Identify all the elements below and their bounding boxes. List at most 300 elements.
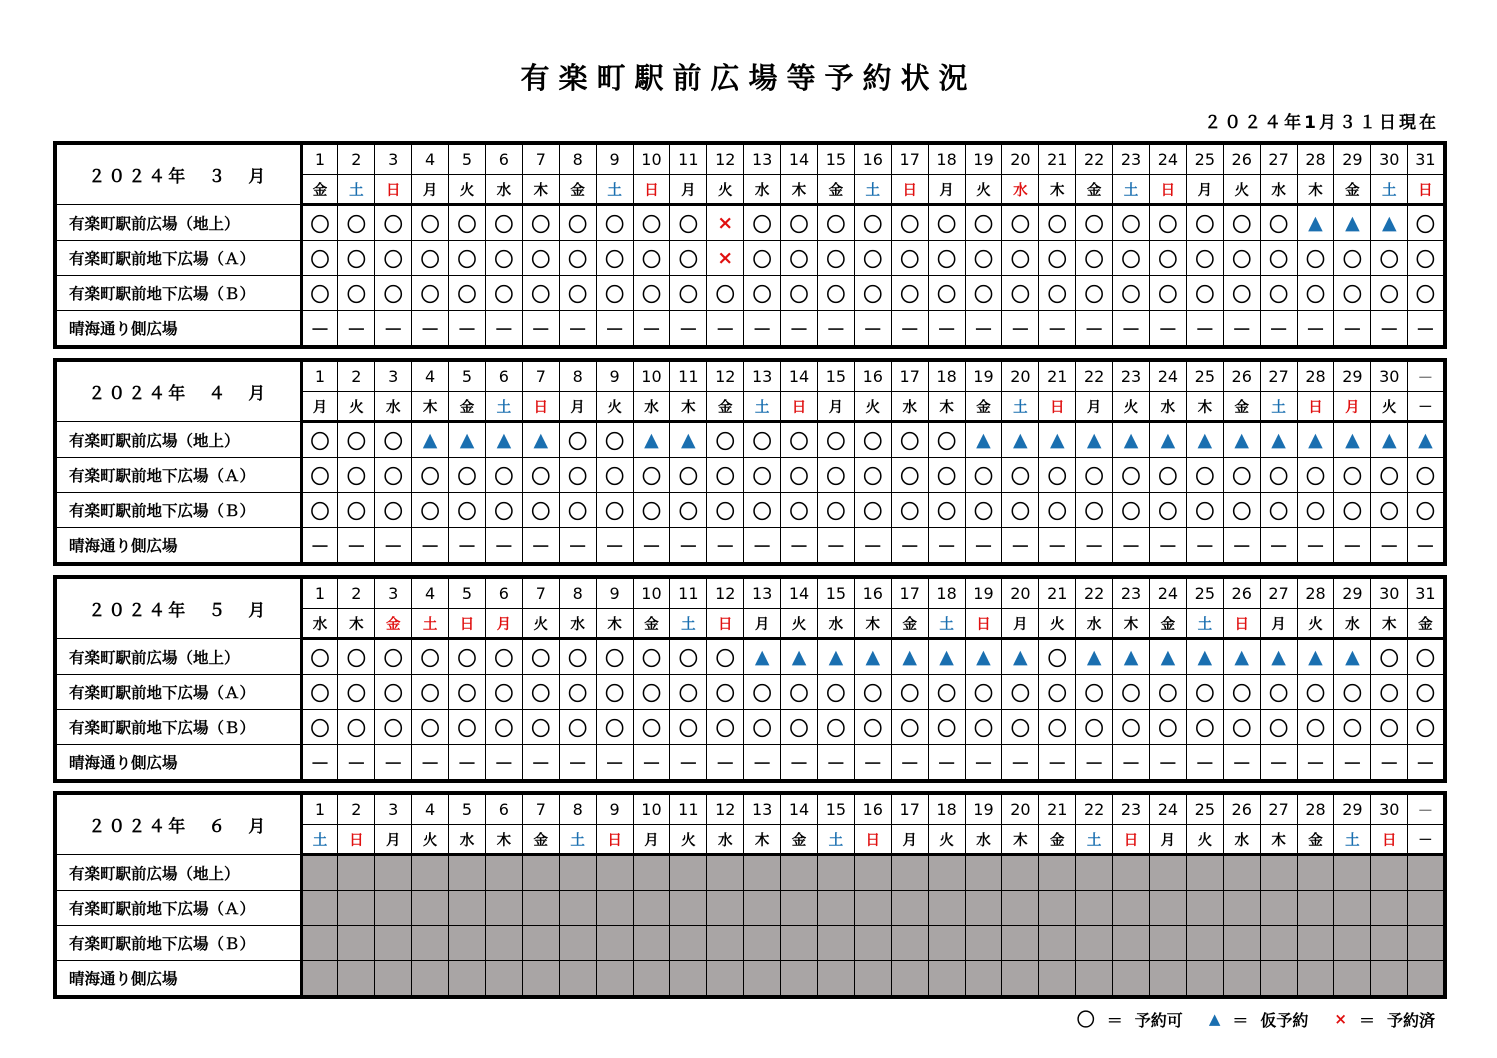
day-number: 4 (412, 793, 449, 825)
weekday: 水 (449, 825, 486, 855)
status-none: － (1260, 311, 1297, 348)
status-available: 〇 (449, 276, 486, 311)
day-number: 24 (1149, 143, 1186, 175)
status-cell-unavailable (707, 891, 744, 926)
status-available: 〇 (522, 205, 559, 241)
status-available: 〇 (1297, 493, 1334, 528)
status-available: 〇 (633, 458, 670, 493)
status-available: 〇 (1039, 241, 1076, 276)
day-number: 22 (1076, 793, 1113, 825)
status-cell-unavailable (301, 926, 338, 961)
status-available: 〇 (1076, 675, 1113, 710)
weekday: 金 (891, 609, 928, 639)
weekday: 日 (338, 825, 375, 855)
weekday: 土 (817, 825, 854, 855)
status-cell-unavailable (522, 855, 559, 891)
status-available: 〇 (891, 422, 928, 458)
status-available: 〇 (1371, 639, 1408, 675)
status-cell-unavailable (670, 926, 707, 961)
status-cell-unavailable (596, 855, 633, 891)
legend-text: 予約済 (1386, 1010, 1435, 1030)
status-provisional: ▲ (1371, 205, 1408, 241)
status-none: － (596, 311, 633, 348)
status-cell-unavailable (744, 961, 781, 998)
status-available: 〇 (1039, 675, 1076, 710)
status-none: － (412, 528, 449, 565)
day-number: 29 (1334, 793, 1371, 825)
status-available: 〇 (1223, 241, 1260, 276)
day-number: 20 (1002, 143, 1039, 175)
status-available: 〇 (707, 639, 744, 675)
weekday: 木 (854, 609, 891, 639)
status-provisional: ▲ (781, 639, 818, 675)
day-number: 11 (670, 360, 707, 392)
status-available: 〇 (449, 493, 486, 528)
day-number: 19 (965, 143, 1002, 175)
status-available: 〇 (449, 639, 486, 675)
status-available: 〇 (891, 241, 928, 276)
status-available: 〇 (1039, 276, 1076, 311)
status-cell-unavailable (1039, 855, 1076, 891)
status-available: 〇 (485, 710, 522, 745)
status-none: － (596, 745, 633, 782)
status-none: － (375, 311, 412, 348)
day-number: 10 (633, 793, 670, 825)
status-cell-unavailable (1113, 926, 1150, 961)
month-table (53, 358, 1447, 566)
status-provisional: ▲ (1223, 422, 1260, 458)
day-number: 21 (1039, 143, 1076, 175)
status-available: 〇 (928, 422, 965, 458)
weekday: 月 (1002, 609, 1039, 639)
status-cell-unavailable (338, 891, 375, 926)
weekday: 火 (1371, 392, 1408, 422)
status-available: 〇 (1076, 205, 1113, 241)
day-number: 13 (744, 360, 781, 392)
status-available: 〇 (412, 276, 449, 311)
status-provisional: ▲ (1334, 205, 1371, 241)
status-cell-unavailable (670, 961, 707, 998)
place-label: 有楽町駅前地下広場（Ａ） (55, 675, 301, 710)
status-none: － (1002, 745, 1039, 782)
weekday: 火 (1223, 175, 1260, 205)
legend-provisional (1209, 1008, 1309, 1031)
weekday: 土 (338, 175, 375, 205)
status-available: 〇 (1334, 241, 1371, 276)
status-available: 〇 (522, 276, 559, 311)
weekday: 月 (412, 175, 449, 205)
day-number: 13 (744, 143, 781, 175)
weekday: － (1408, 392, 1445, 422)
status-available: 〇 (1186, 710, 1223, 745)
status-available: 〇 (301, 241, 338, 276)
weekday: 金 (1149, 609, 1186, 639)
status-none: － (707, 745, 744, 782)
day-number: 9 (596, 360, 633, 392)
status-available: 〇 (744, 458, 781, 493)
weekday: 月 (1260, 609, 1297, 639)
status-none: － (744, 745, 781, 782)
status-available: 〇 (596, 639, 633, 675)
status-available: 〇 (301, 276, 338, 311)
weekday: 日 (1408, 175, 1445, 205)
status-cell-unavailable (1260, 891, 1297, 926)
status-none: － (1149, 745, 1186, 782)
status-cell-unavailable (1408, 961, 1445, 998)
month-label: ２０２４年 ３ 月 (55, 143, 301, 205)
status-available: 〇 (891, 710, 928, 745)
status-available: 〇 (744, 493, 781, 528)
status-none: － (633, 745, 670, 782)
day-number: 29 (1334, 577, 1371, 609)
status-available: 〇 (1113, 205, 1150, 241)
status-cell-unavailable (1223, 891, 1260, 926)
day-number: 22 (1076, 360, 1113, 392)
status-provisional: ▲ (1223, 639, 1260, 675)
status-cell-unavailable (412, 855, 449, 891)
place-label: 有楽町駅前地下広場（Ｂ） (55, 493, 301, 528)
status-available: 〇 (596, 241, 633, 276)
day-number: 23 (1113, 143, 1150, 175)
weekday: 日 (1223, 609, 1260, 639)
status-available: 〇 (854, 710, 891, 745)
status-none: － (1371, 745, 1408, 782)
status-cell-unavailable (375, 926, 412, 961)
status-none: － (1186, 528, 1223, 565)
day-number: 7 (522, 577, 559, 609)
weekday: 月 (928, 175, 965, 205)
weekday: 金 (522, 825, 559, 855)
status-available: 〇 (1149, 241, 1186, 276)
status-available: 〇 (485, 675, 522, 710)
status-available: 〇 (522, 458, 559, 493)
status-available: 〇 (1408, 675, 1445, 710)
day-number: 2 (338, 143, 375, 175)
status-available: 〇 (1186, 675, 1223, 710)
weekday: 日 (1039, 392, 1076, 422)
weekday: 月 (817, 392, 854, 422)
status-cell-unavailable (744, 855, 781, 891)
status-available: 〇 (375, 675, 412, 710)
weekday: 水 (1149, 392, 1186, 422)
status-available: 〇 (1260, 675, 1297, 710)
status-available: 〇 (559, 675, 596, 710)
status-cell-unavailable (817, 855, 854, 891)
weekday: 日 (1371, 825, 1408, 855)
status-cell-unavailable (559, 855, 596, 891)
status-cell-unavailable (301, 855, 338, 891)
status-none: － (301, 528, 338, 565)
status-none: － (744, 528, 781, 565)
status-available: 〇 (744, 276, 781, 311)
status-none: － (1223, 528, 1260, 565)
status-none: － (485, 528, 522, 565)
status-none: － (781, 745, 818, 782)
status-none: － (1002, 528, 1039, 565)
status-available: 〇 (1371, 458, 1408, 493)
status-cell-unavailable (375, 891, 412, 926)
status-available: 〇 (633, 276, 670, 311)
circle-icon: 〇 (1076, 1010, 1095, 1031)
day-number: 18 (928, 143, 965, 175)
status-cell-unavailable (1039, 891, 1076, 926)
status-cell-unavailable (1297, 961, 1334, 998)
status-available: 〇 (1076, 241, 1113, 276)
status-none: － (891, 311, 928, 348)
status-none: － (412, 745, 449, 782)
weekday: 火 (965, 175, 1002, 205)
weekday: 火 (707, 175, 744, 205)
day-number: 1 (301, 577, 338, 609)
weekday: 水 (817, 609, 854, 639)
weekday: 土 (485, 392, 522, 422)
day-number: 6 (485, 360, 522, 392)
weekday: 金 (1039, 825, 1076, 855)
day-number: 23 (1113, 360, 1150, 392)
status-available: 〇 (559, 205, 596, 241)
weekday: 水 (1223, 825, 1260, 855)
weekday: 金 (1076, 175, 1113, 205)
status-cell-unavailable (707, 926, 744, 961)
status-available: 〇 (338, 639, 375, 675)
day-number: 25 (1186, 793, 1223, 825)
status-cell-unavailable (633, 855, 670, 891)
status-none: － (1039, 528, 1076, 565)
status-cell-unavailable (1002, 891, 1039, 926)
status-cell-unavailable (1297, 926, 1334, 961)
status-available: 〇 (781, 458, 818, 493)
status-available: 〇 (1408, 639, 1445, 675)
weekday: 水 (707, 825, 744, 855)
status-available: 〇 (1371, 241, 1408, 276)
status-none: － (1334, 311, 1371, 348)
status-available: 〇 (707, 493, 744, 528)
status-cell-unavailable (412, 961, 449, 998)
day-number: 14 (781, 793, 818, 825)
day-number: － (1408, 793, 1445, 825)
status-cell-unavailable (1408, 891, 1445, 926)
status-available: 〇 (707, 710, 744, 745)
weekday: 日 (781, 392, 818, 422)
status-cell-unavailable (1002, 926, 1039, 961)
status-available: 〇 (817, 493, 854, 528)
day-number: 28 (1297, 143, 1334, 175)
status-cell-unavailable (781, 926, 818, 961)
day-number: 18 (928, 577, 965, 609)
status-available: 〇 (633, 205, 670, 241)
place-label: 晴海通り側広場 (55, 528, 301, 565)
day-number: 27 (1260, 143, 1297, 175)
status-none: － (670, 528, 707, 565)
status-cell-unavailable (1334, 926, 1371, 961)
status-available: 〇 (1297, 241, 1334, 276)
status-available: 〇 (928, 205, 965, 241)
weekday: 金 (965, 392, 1002, 422)
status-none: － (1076, 745, 1113, 782)
status-available: 〇 (965, 241, 1002, 276)
status-available: 〇 (633, 639, 670, 675)
weekday: － (1408, 825, 1445, 855)
status-cell-unavailable (891, 855, 928, 891)
weekday: 日 (449, 609, 486, 639)
day-number: 2 (338, 577, 375, 609)
weekday: 木 (1186, 392, 1223, 422)
weekday: 金 (375, 609, 412, 639)
status-available: 〇 (1186, 276, 1223, 311)
status-cell-unavailable (1223, 855, 1260, 891)
status-none: － (744, 311, 781, 348)
weekday: 木 (522, 175, 559, 205)
day-number: 7 (522, 360, 559, 392)
status-available: 〇 (965, 493, 1002, 528)
day-number: 16 (854, 577, 891, 609)
status-available: 〇 (965, 276, 1002, 311)
status-available: 〇 (1149, 276, 1186, 311)
status-available: 〇 (781, 205, 818, 241)
status-available: 〇 (928, 675, 965, 710)
status-available: 〇 (633, 710, 670, 745)
day-number: 13 (744, 577, 781, 609)
status-none: － (854, 311, 891, 348)
status-cell-unavailable (928, 855, 965, 891)
status-cell-unavailable (1149, 926, 1186, 961)
weekday: 金 (707, 392, 744, 422)
status-available: 〇 (781, 493, 818, 528)
month-table (53, 575, 1447, 783)
day-number: 9 (596, 793, 633, 825)
status-none: － (485, 745, 522, 782)
weekday: 月 (744, 609, 781, 639)
weekday: 水 (1334, 609, 1371, 639)
status-cell-unavailable (633, 891, 670, 926)
status-available: 〇 (1260, 458, 1297, 493)
status-none: － (781, 311, 818, 348)
status-cell-unavailable (744, 891, 781, 926)
day-number: 16 (854, 360, 891, 392)
status-provisional: ▲ (1002, 639, 1039, 675)
place-label: 有楽町駅前地下広場（Ａ） (55, 458, 301, 493)
status-none: － (375, 528, 412, 565)
day-number: 6 (485, 793, 522, 825)
weekday: 土 (1260, 392, 1297, 422)
status-available: 〇 (817, 710, 854, 745)
day-number: 1 (301, 793, 338, 825)
status-available: 〇 (891, 675, 928, 710)
status-available: 〇 (1408, 458, 1445, 493)
status-cell-unavailable (854, 961, 891, 998)
status-none: － (817, 528, 854, 565)
day-number: 5 (449, 360, 486, 392)
status-cell-unavailable (817, 891, 854, 926)
weekday: 日 (1149, 175, 1186, 205)
status-cell-unavailable (559, 961, 596, 998)
status-cell-unavailable (1297, 891, 1334, 926)
status-cell-unavailable (854, 891, 891, 926)
weekday: 金 (301, 175, 338, 205)
status-none: － (1297, 745, 1334, 782)
status-cell-unavailable (1076, 891, 1113, 926)
day-number: 28 (1297, 793, 1334, 825)
status-cell-unavailable (338, 961, 375, 998)
status-available: 〇 (301, 458, 338, 493)
status-none: － (338, 311, 375, 348)
status-cell-unavailable (522, 961, 559, 998)
status-available: 〇 (1334, 710, 1371, 745)
status-available: 〇 (412, 458, 449, 493)
status-available: 〇 (817, 241, 854, 276)
weekday: 日 (854, 825, 891, 855)
weekday: 土 (1334, 825, 1371, 855)
status-provisional: ▲ (854, 639, 891, 675)
status-cell-unavailable (781, 855, 818, 891)
day-number: 17 (891, 143, 928, 175)
day-number: 14 (781, 577, 818, 609)
weekday: 日 (891, 175, 928, 205)
status-available: 〇 (559, 493, 596, 528)
legend (1077, 1006, 1435, 1032)
status-available: 〇 (1039, 710, 1076, 745)
status-none: － (522, 745, 559, 782)
day-number: 22 (1076, 143, 1113, 175)
status-cell-unavailable (596, 926, 633, 961)
weekday: 土 (596, 175, 633, 205)
status-available: 〇 (670, 276, 707, 311)
status-available: 〇 (1039, 458, 1076, 493)
legend-available (1077, 1006, 1183, 1032)
status-available: 〇 (1223, 493, 1260, 528)
weekday: 土 (1002, 392, 1039, 422)
status-available: 〇 (485, 493, 522, 528)
status-none: － (375, 745, 412, 782)
status-none: － (449, 745, 486, 782)
status-none: － (1260, 528, 1297, 565)
status-none: － (522, 528, 559, 565)
status-available: 〇 (854, 675, 891, 710)
status-none: － (854, 745, 891, 782)
status-provisional: ▲ (1002, 422, 1039, 458)
status-available: 〇 (1002, 675, 1039, 710)
status-available: 〇 (670, 205, 707, 241)
status-available: 〇 (338, 493, 375, 528)
weekday: 火 (1297, 609, 1334, 639)
day-number: 3 (375, 793, 412, 825)
status-available: 〇 (375, 493, 412, 528)
status-provisional: ▲ (522, 422, 559, 458)
day-number: 21 (1039, 360, 1076, 392)
day-number: 7 (522, 143, 559, 175)
status-none: － (670, 311, 707, 348)
status-none: － (965, 311, 1002, 348)
weekday: 水 (965, 825, 1002, 855)
day-number: 20 (1002, 577, 1039, 609)
status-available: 〇 (633, 493, 670, 528)
status-available: 〇 (781, 276, 818, 311)
status-available: 〇 (338, 675, 375, 710)
status-none: － (1113, 311, 1150, 348)
status-available: 〇 (1297, 675, 1334, 710)
status-available: 〇 (1113, 710, 1150, 745)
day-number: 5 (449, 577, 486, 609)
weekday: 月 (1334, 392, 1371, 422)
status-available: 〇 (1002, 276, 1039, 311)
status-available: 〇 (338, 205, 375, 241)
day-number: 18 (928, 793, 965, 825)
status-none: － (1149, 311, 1186, 348)
status-provisional: ▲ (1039, 422, 1076, 458)
day-number: 12 (707, 793, 744, 825)
day-number: 23 (1113, 793, 1150, 825)
status-provisional: ▲ (1113, 639, 1150, 675)
